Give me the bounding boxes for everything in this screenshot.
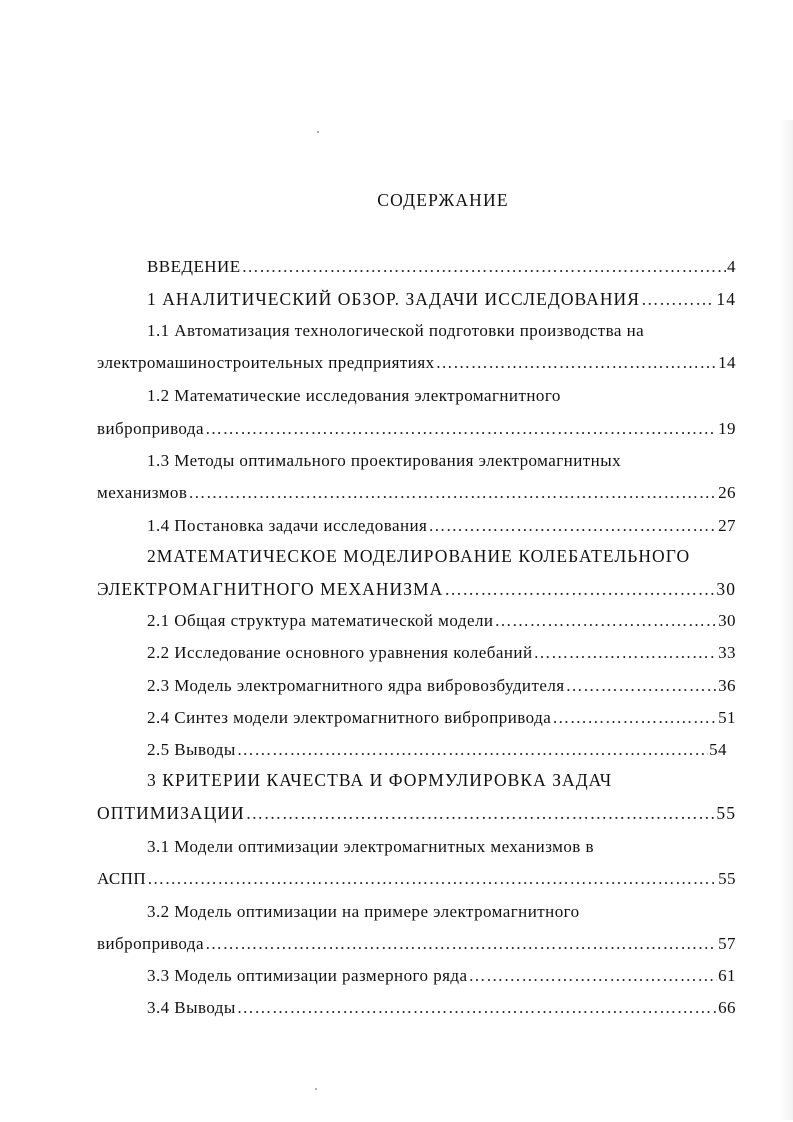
toc-entry-label: 2МАТЕМАТИЧЕСКОЕ МОДЕЛИРОВАНИЕ КОЛЕБАТЕЛЬНОГО	[147, 546, 691, 566]
toc-entry-section-1-2	[147, 384, 736, 408]
toc-title: СОДЕРЖАНИЕ	[377, 190, 509, 210]
toc-entry-section-3-4	[147, 996, 736, 1020]
dot-leader	[205, 932, 717, 956]
toc-entry-label: 2.4 Синтез модели электромагнитного вибропривода	[147, 708, 552, 727]
toc-page-number: 19	[718, 419, 736, 438]
toc-page-number: 27	[718, 516, 736, 535]
dot-leader	[436, 351, 718, 375]
dot-leader	[237, 996, 717, 1020]
toc-entry-section-2-1	[147, 609, 736, 633]
toc-entry-section-1-2-cont	[97, 417, 736, 441]
dot-leader	[469, 964, 718, 988]
toc-entry-section-1-4	[147, 514, 736, 538]
toc-entry-chapter-3-cont	[97, 801, 736, 825]
toc-entry-label: 3.3 Модель оптимизации размерного ряда	[147, 966, 468, 985]
toc-entry-label: 1.3 Методы оптимального проектирования электромагнитных	[147, 451, 622, 470]
dot-leader	[205, 417, 717, 441]
dot-leader	[444, 577, 715, 601]
toc-entry-section-3-3	[147, 964, 736, 988]
toc-page-number: 66	[718, 998, 736, 1017]
dot-leader	[242, 255, 726, 279]
toc-page-number: 51	[718, 708, 736, 727]
toc-page-number: 30	[718, 611, 736, 630]
toc-entry-chapter-2	[147, 544, 736, 568]
dot-leader	[147, 867, 717, 891]
toc-entry-label: электромашиностроительных предприятиях	[97, 353, 435, 372]
toc-entry-label: 3.4 Выводы	[147, 998, 236, 1017]
toc-entry-section-2-5	[147, 738, 727, 762]
toc-page-number: 55	[718, 869, 736, 888]
toc-entry-label: 3.2 Модель оптимизации на примере электромагнитного	[147, 902, 580, 921]
dot-leader	[188, 481, 717, 505]
dot-leader	[552, 706, 717, 730]
toc-entry-label: 1 АНАЛИТИЧЕСКИЙ ОБЗОР. ЗАДАЧИ ИССЛЕДОВАНИЯ	[147, 289, 640, 309]
toc-entry-label: 2.5 Выводы	[147, 740, 236, 759]
toc-entry-section-3-2	[147, 900, 736, 924]
toc-page-number: 55	[716, 803, 736, 823]
toc-entry-label: ЭЛЕКТРОМАГНИТНОГО МЕХАНИЗМА	[97, 579, 444, 599]
toc-entry-section-3-1-cont	[97, 867, 736, 891]
toc-entry-label: ВВЕДЕНИЕ	[147, 257, 241, 276]
toc-entry-label: механизмов	[97, 483, 188, 502]
toc-page-number: 30	[716, 579, 736, 599]
toc-page-number: 26	[718, 483, 736, 502]
toc-entry-section-1-1-cont	[97, 351, 736, 375]
toc-entry-section-2-3	[147, 674, 736, 698]
toc-entry-section-3-2-cont	[97, 932, 736, 956]
toc-entry-section-2-2	[147, 641, 736, 665]
toc-page-number: 54	[709, 740, 727, 759]
dot-leader	[246, 801, 716, 825]
toc-entry-label: ОПТИМИЗАЦИИ	[97, 803, 245, 823]
dot-leader	[566, 674, 718, 698]
toc-page-number: 36	[718, 676, 736, 695]
scan-speck	[315, 1088, 317, 1090]
toc-entry-label: 1.2 Математические исследования электромагнитного	[147, 386, 561, 405]
toc-page-number: 4	[727, 257, 736, 276]
dot-leader	[237, 738, 708, 762]
toc-page-number: 57	[718, 934, 736, 953]
toc-entry-section-1-1	[147, 319, 736, 343]
toc-entry-label: вибропривода	[97, 934, 204, 953]
dot-leader	[494, 609, 717, 633]
dot-leader	[534, 641, 718, 665]
toc-entry-label: 1.4 Постановка задачи исследования	[147, 516, 428, 535]
toc-entry-chapter-3	[147, 768, 736, 792]
dot-leader	[641, 287, 715, 311]
toc-entry-introduction	[147, 255, 736, 279]
scan-speck	[317, 131, 319, 133]
toc-entry-label: 2.3 Модель электромагнитного ядра вибровозбудителя	[147, 676, 565, 695]
toc-entry-label: 2.1 Общая структура математической модели	[147, 611, 494, 630]
toc-page-number: 33	[718, 643, 736, 662]
toc-entry-label: 2.2 Исследование основного уравнения колебаний	[147, 643, 533, 662]
toc-entry-section-3-1	[147, 835, 736, 859]
scan-edge-shadow	[779, 120, 793, 1120]
toc-entry-chapter-1	[147, 287, 736, 311]
toc-page-number: 61	[718, 966, 736, 985]
toc-page-number: 14	[716, 289, 736, 309]
toc-entry-label: АСПП	[97, 869, 147, 888]
toc-entry-section-1-3-cont	[97, 481, 736, 505]
toc-entry-label: 3 КРИТЕРИИ КАЧЕСТВА И ФОРМУЛИРОВКА ЗАДАЧ	[147, 770, 613, 790]
toc-page-number: 14	[718, 353, 736, 372]
toc-entry-section-2-4	[147, 706, 736, 730]
toc-entry-section-1-3	[147, 449, 736, 473]
toc-entry-label: 1.1 Автоматизация технологической подготовки производства на	[147, 321, 645, 340]
dot-leader	[428, 514, 717, 538]
toc-entry-label: 3.1 Модели оптимизации электромагнитных механизмов в	[147, 837, 594, 856]
toc-entry-chapter-2-cont	[97, 577, 736, 601]
toc-entry-label: вибропривода	[97, 419, 204, 438]
